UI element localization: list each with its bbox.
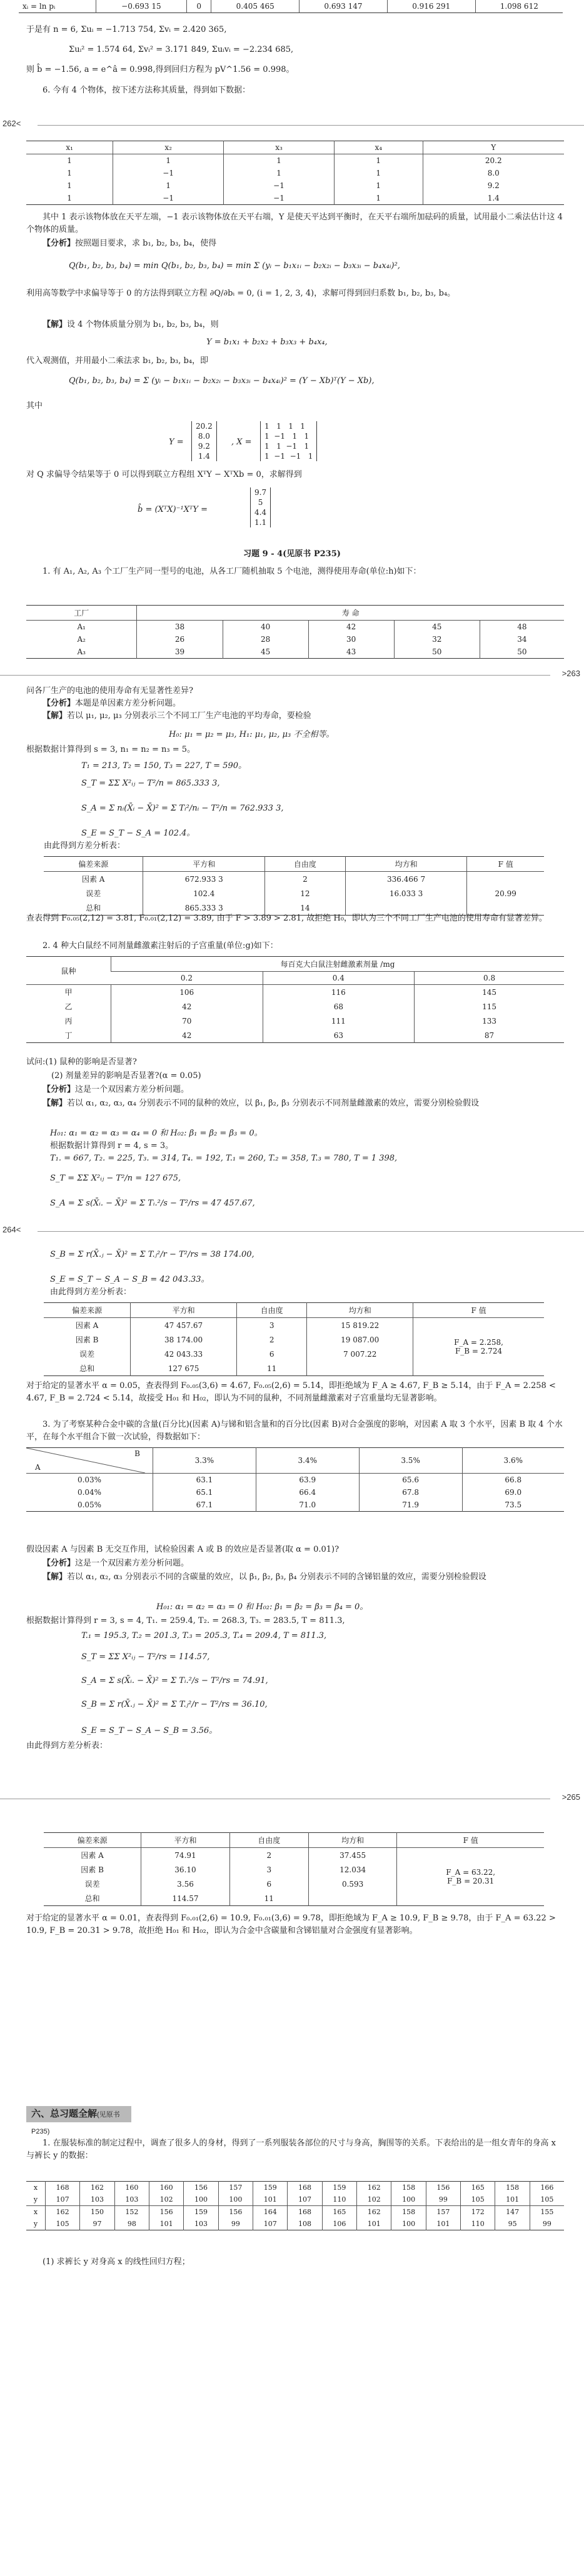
table-row: 总和 865.333 3 14 <box>44 901 544 916</box>
table-row: 1 1 1 1 20.2 <box>26 154 564 167</box>
q1-st: S_T = ΣΣ X²ᵢⱼ − T²/n = 865.333 3, <box>81 779 220 788</box>
q6-text: 6. 今有 4 个物体，按下述方法称其质量，得到如下数据： <box>43 86 251 95</box>
table-row: 1 1 −1 1 9.2 <box>26 179 564 192</box>
top-fragment-table: xᵢ = ln pᵢ −0.693 15 0 0.405 465 0.693 147 0.916 291 1.098 612 <box>19 0 563 13</box>
q3-table-intro: 由此得到方差分析表： <box>26 1741 108 1750</box>
q5-line2: Σuᵢ² = 1.574 64, Σvᵢ² = 3.171 849, Σuᵢvᵢ = −2.234 685, <box>69 45 294 54</box>
x-symbol: , X = <box>231 437 252 447</box>
q3-totals: T.₁ = 195.3, T.₂ = 201.3, T.₃ = 205.3, T.₄ = 209.4, T = 811.3, <box>81 1631 327 1640</box>
table-row: 因素 A 47 457.67 3 15 819.22 F_A = 2.258, F_B = 2.724 <box>44 1318 544 1333</box>
q6-ls-equation: Q(b₁, b₂, b₃, b₄) = Σ (yᵢ − b₁x₁ᵢ − b₂x₂ᵢ − b₃x₃ᵢ − b₄x₄ᵢ)² = (Y − Xb)ᵀ(Y − Xb), <box>69 376 375 386</box>
q1-se: S_E = S_T − S_A = 102.4。 <box>81 829 195 838</box>
table-row: x 162 150 152 156 159 156 164 168 165 162 158 157 172 147 155 <box>26 2206 564 2219</box>
q1-solution: 【解】若以 μ₁, μ₂, μ₃ 分别表示三个不同工厂生产电池的平均寿命，要检验 <box>43 711 311 721</box>
b-hat-eq: b̂ = (XᵀX)⁻¹XᵀY = <box>138 505 208 514</box>
q3-text: 3. 为了考察某种合金中碳的含量(百分比)(因素 A)与锑和铝含量和的百分比(因素 B)对合金强度的影响，对因素 A 取 3 个水平，因素 B 取 4 个水平，在每个水平组合下做一次试验，得数据如下： <box>26 1420 563 1442</box>
q2-sa: S_A = Σ s(X̄ᵢ. − X̄)² = Σ Tᵢ.²/s − T²/rs = 47 457.67, <box>50 1199 255 1208</box>
table-row: y 105 97 98 101 103 99 107 108 106 101 100 101 110 95 99 <box>26 2218 564 2230</box>
page-number-263: >263 <box>561 669 580 678</box>
q1-conclusion: 查表得到 F₀.₀₅(2,12) = 3.81, F₀.₀₁(2,12) = 3.89, 由于 F > 3.89 > 2.81, 故拒绝 H₀，即认为三个不同工厂生产电池的使用寿命有显著差异。 <box>26 914 547 923</box>
table-row: 总和 127 675 11 <box>44 1361 544 1376</box>
q2-analysis: 【分析】这是一个双因素方差分析问题。 <box>43 1085 189 1094</box>
q1-data: 根据数据计算得到 s = 3, n₁ = n₂ = n₃ = 5。 <box>26 745 195 754</box>
table-row: 1 −1 1 1 8.0 <box>26 167 564 179</box>
q3-conclusion: 对于给定的显著水平 α = 0.01，查表得到 F₀.₀₁(2,6) = 10.9, F₀.₀₁(3,6) = 9.78，即拒绝域为 F_A ≥ 10.9, F_B ≥ 9.78，由于 F_A = 63.22 > 10.9, F_B = 20.31 > 9.78，故拒绝 H₀₁ 和 H₀₂，即认为合金中含碳量和含锑铝量对合金强度有显著影响。 <box>26 1914 556 1935</box>
page-divider <box>38 125 584 126</box>
section-6-title: 六、总习题全解(见原书 P235) <box>26 2106 131 2122</box>
q3-sb: S_B = Σ r(X̄.ⱼ − X̄)² = Σ T.ⱼ²/r − T²/rs = 36.10, <box>81 1700 268 1709</box>
table-row: 总和 114.57 11 <box>44 1891 544 1906</box>
table-row: 误差 3.56 6 0.593 <box>44 1877 544 1891</box>
table-row: 1 −1 −1 1 1.4 <box>26 192 564 205</box>
table-row: 0.04% 65.1 66.4 67.8 69.0 <box>26 1486 564 1499</box>
s6-q1-ask: (1) 求裤长 y 对身高 x 的线性回归方程； <box>43 2257 190 2267</box>
anova-table-2: 偏差来源 平方和 自由度 均方和 F 值 因素 A 47 457.67 3 15 819.22 F_A = 2.258, F_B = 2.724 因素 B 38 174.00 2 19 087.00 误差 42 043.33 6 7 007.22 总和 127 675 11 <box>44 1302 544 1376</box>
q6-model: Y = b₁x₁ + b₂x₂ + b₃x₃ + b₄x₄, <box>206 337 328 347</box>
table-row: 甲 106 116 145 <box>26 985 564 1000</box>
table-row: x 168 162 160 160 156 157 159 168 159 162 158 156 165 158 166 <box>26 2182 564 2194</box>
q2-totals: T₁. = 667, T₂. = 225, T₃. = 314, T₄. = 192, T.₁ = 260, T.₂ = 358, T.₃ = 780, T = 1 398, <box>50 1154 398 1163</box>
table-row: 0.05% 67.1 71.0 71.9 73.5 <box>26 1499 564 1512</box>
q6-para2: 利用高等数学中求偏导等于 0 的方法得到联立方程 ∂Q/∂bᵢ = 0, (i = 1, 2, 3, 4)，求解可得到回归系数 b₁, b₂, b₃, b₄。 <box>26 289 456 298</box>
table-row: 因素 B 36.10 3 12.034 <box>44 1862 544 1877</box>
table-row: 乙 42 68 115 <box>26 999 564 1014</box>
q5-line1: 于是有 n = 6, Σuᵢ = −1.713 754, Σvᵢ = 2.420 365, <box>26 25 227 34</box>
q1-hypothesis: H₀: μ₁ = μ₂ = μ₃, H₁: μ₁, μ₂, μ₃ 不全相等。 <box>169 730 335 739</box>
q1-analysis: 【分析】本题是单因素方差分析问题。 <box>43 699 181 708</box>
anova-table-3: 偏差来源 平方和 自由度 均方和 F 值 因素 A 74.91 2 37.455 F_A = 63.22, F_B = 20.31 因素 B 36.10 3 12.034 误差 3.56 6 0.593 总和 114.57 11 <box>44 1832 544 1906</box>
q1-ask: 问各厂生产的电池的使用寿命有无显著性差异? <box>26 686 193 696</box>
page-number-262: 262< <box>3 119 21 128</box>
q6-weights-table: x₁ x₂ x₃ x₄ Y 1 1 1 1 20.2 1 −1 1 1 8.0 1 1 −1 1 9.2 1 −1 −1 1 1.4 <box>26 141 564 205</box>
q3-se: S_E = S_T − S_A − S_B = 3.56。 <box>81 1726 218 1735</box>
height-trouser-table <box>26 2181 564 2230</box>
q5-line3: 则 b̂ = −1.56, a = e^â = 0.998,得到回归方程为 pV^1.56 = 0.998。 <box>26 65 295 74</box>
q1-totals: T₁ = 213, T₂ = 150, T₃ = 227, T = 590。 <box>81 761 246 771</box>
top-label: xᵢ = ln pᵢ <box>23 2 56 11</box>
section-9-4-title: 习题 9 - 4(见原书 P235) <box>243 549 341 559</box>
q3-solution: 【解】若以 α₁, α₂, α₃ 分别表示不同的含碳量的效应，以 β₁, β₂, β₃, β₄ 分别表示不同的含锑铝量的效应，需要分别检验假设 <box>43 1572 486 1582</box>
page-divider <box>38 1231 584 1232</box>
y-symbol: Y = <box>169 437 184 447</box>
table-row: A₃ 39 45 43 50 50 <box>26 646 564 659</box>
table-row: A₂ 26 28 30 32 34 <box>26 633 564 646</box>
q2-st: S_T = ΣΣ X²ᵢⱼ − T²/n = 127 675, <box>50 1174 181 1183</box>
battery-life-table: 工厂 寿 命 A₁ 38 40 42 45 48 A₂ 26 28 30 32 34 A₃ 39 45 43 50 50 <box>26 605 564 659</box>
q6-ls-intro: 代入观测值，并用最小二乘法求 b₁, b₂, b₃, b₄，即 <box>26 356 209 366</box>
q6-where: 其中 <box>26 401 43 411</box>
table-row: 因素 A 672.933 3 2 336.466 7 20.99 <box>44 872 544 887</box>
diagonal-header-cell: B A <box>26 1448 153 1474</box>
table-row: 因素 A 74.91 2 37.455 F_A = 63.22, F_B = 20.31 <box>44 1848 544 1863</box>
table-row: 误差 42 043.33 6 7 007.22 <box>44 1347 544 1361</box>
table-row: 因素 B 38 174.00 2 19 087.00 <box>44 1332 544 1347</box>
table-row: 丁 42 63 87 <box>26 1028 564 1043</box>
q2-se: S_E = S_T − S_A − S_B = 42 043.33。 <box>50 1275 209 1284</box>
page-number-264: 264< <box>3 1225 21 1234</box>
q2-conclusion: 对于给定的显著水平 α = 0.05，查表得到 F₀.₀₅(3,6) = 4.67, F₀.₀₅(2,6) = 5.14，即拒绝域为 F_A ≥ 4.67, F_B ≥ 5.14，由于 F_A = 2.258 < 4.67, F_B = 2.724 < 5.14，故接受 H₀₁ 和 H₀₂，即认为不同的鼠种，不同剂量雌激素对子宫重量均无显著影响。 <box>26 1381 556 1403</box>
diagonal-line <box>26 1448 145 1473</box>
q2-text: 2. 4 种大白鼠经不同剂量雌激素注射后的子宫重量(单位:g)如下： <box>43 941 278 951</box>
q3-analysis: 【分析】这是一个双因素方差分析问题。 <box>43 1559 189 1568</box>
q6-solution: 【解】设 4 个物体质量分别为 b₁, b₂, b₃, b₄，则 <box>43 320 219 329</box>
q2-ask2: (2) 剂量差异的影响是否显著?(α = 0.05) <box>51 1071 201 1081</box>
anova-table-1: 偏差来源 平方和 自由度 均方和 F 值 因素 A 672.933 3 2 336.466 7 20.99 误差 102.4 12 16.033 3 总和 865.333 3 14 <box>44 856 544 916</box>
q1-table-intro: 由此得到方差分析表： <box>44 841 126 851</box>
q6-analysis: 【分析】按照题目要求，求 b₁, b₂, b₃, b₄，使得 <box>43 239 217 248</box>
table-row: 丙 70 111 133 <box>26 1014 564 1028</box>
page-divider <box>0 675 550 676</box>
table-row: A₁ 38 40 42 45 48 <box>26 621 564 634</box>
y-vector: 20.2 8.0 9.2 1.4 <box>191 421 217 461</box>
q6-q-equation: Q(b₁, b₂, b₃, b₄) = min Q(b₁, b₂, b₃, b₄) = min Σ (yᵢ − b₁x₁ᵢ − b₂x₂ᵢ − b₃x₃ᵢ − b₄x₄ᵢ)², <box>69 261 400 271</box>
x-matrix: 1 1 1 1 1 −1 1 1 1 1 −1 1 1 −1 −1 1 <box>260 421 317 461</box>
page-number-265: >265 <box>561 1792 580 1802</box>
table-row: y 107 103 103 102 100 100 101 107 110 102 100 99 105 101 105 <box>26 2194 564 2206</box>
q2-solution: 【解】若以 α₁, α₂, α₃, α₄ 分别表示不同的鼠种的效应，以 β₁, β₂, β₃ 分别表示不同剂量雌激素的效应，需要分别检验假设 <box>43 1099 480 1108</box>
q6-derivative: 对 Q 求偏导令结果等于 0 可以得到联立方程组 XᵀY − XᵀXb = 0，求解得到 <box>26 470 302 479</box>
q2-sb: S_B = Σ r(X̄.ⱼ − X̄)² = Σ T.ⱼ²/r − T²/rs = 38 174.00, <box>50 1250 254 1259</box>
q1-sa: S_A = Σ nᵢ(X̄ᵢ − X̄)² = Σ Tᵢ²/nᵢ − T²/n = 762.933 3, <box>81 804 284 813</box>
b-vector: 9.7 5 4.4 1.1 <box>250 487 271 527</box>
q2-hypothesis: H₀₁: α₁ = α₂ = α₃ = α₄ = 0 和 H₀₂: β₁ = β₂ = β₃ = 0。 <box>50 1129 263 1138</box>
alloy-table: B A 3.3% 3.4% 3.5% 3.6% 0.03% 63.1 63.9 65.6 66.8 0.04% 65.1 66.4 67.8 69.0 0.05% 67.1 71.0 71.9 73.5 <box>26 1447 564 1512</box>
q3-st: S_T = ΣΣ X²ᵢⱼ − T²/rs = 114.57, <box>81 1652 210 1662</box>
rat-uterus-table: 鼠种 每百克大白鼠注射雌激素剂量 /mg 0.2 0.4 0.8 甲 106 116 145 乙 42 68 115 丙 70 111 133 丁 42 63 87 <box>26 956 564 1043</box>
q1-text: 1. 有 A₁, A₂, A₃ 个工厂生产同一型号的电池，从各工厂随机抽取 5 个电池，测得使用寿命(单位:h)如下： <box>43 567 421 576</box>
table-row: 误差 102.4 12 16.033 3 <box>44 886 544 901</box>
q2-table-intro: 由此得到方差分析表： <box>50 1287 132 1297</box>
s6-q1-text: 1. 在服装标准的制定过程中，调查了很多人的身材，得到了一系列服装各部位的尺寸与身高，胸围等的关系。下表给出的是一组女青年的身高 x 与裤长 y 的数据： <box>26 2139 556 2160</box>
q3-hypothesis: H₀₁: α₁ = α₂ = α₃ = 0 和 H₀₂: β₁ = β₂ = β₃ = β₄ = 0。 <box>156 1602 368 1612</box>
table-row: 0.03% 63.1 63.9 65.6 66.8 <box>26 1474 564 1487</box>
q2-data: 根据数据计算得到 r = 4, s = 3。 <box>50 1141 174 1151</box>
q3-data: 根据数据计算得到 r = 3, s = 4, T₁. = 259.4, T₂. = 268.3, T₃. = 283.5, T = 811.3, <box>26 1616 345 1625</box>
q6-para1: 其中 1 表示该物体放在天平左端，−1 表示该物体放在天平右端，Y 是使天平达到平衡时，在天平右端所加砝码的质量，试用最小二乘法估计这 4 个物体的质量。 <box>26 212 563 234</box>
q3-ask: 假设因素 A 与因素 B 无交互作用，试检验因素 A 或 B 的效应是否显著(取 α = 0.01)? <box>26 1545 340 1554</box>
q3-sa: S_A = Σ s(X̄ᵢ. − X̄)² = Σ Tᵢ.²/s − T²/rs = 74.91, <box>81 1676 268 1685</box>
q2-ask1: 试问:(1) 鼠种的影响是否显著? <box>26 1057 137 1067</box>
